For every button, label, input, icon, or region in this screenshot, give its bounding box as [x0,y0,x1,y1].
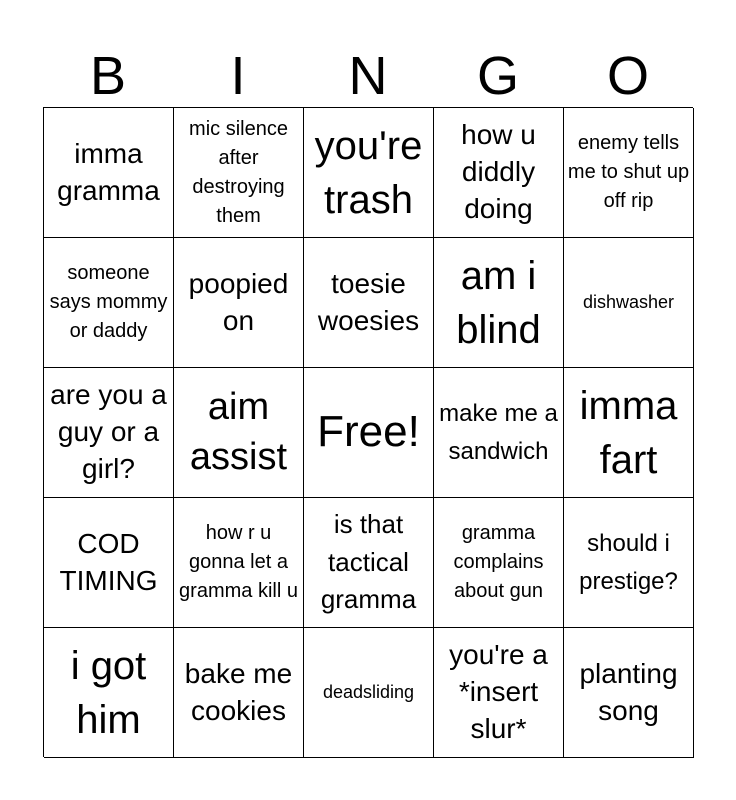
bingo-cell[interactable] [564,628,694,758]
bingo-cell[interactable] [44,498,174,628]
bingo-cell[interactable] [44,108,174,238]
cell-label: COD TIMING [59,527,158,596]
cell-label: mic silence after destroying them [189,117,288,227]
free-space-label: Free! [317,407,420,457]
cell-label: poopied on [188,267,289,336]
cell-label: how r u gonna let a gramma kill u [179,522,298,602]
cell-label: am i blind [456,253,541,352]
bingo-cell[interactable] [564,498,694,628]
cell-label: dishwasher [582,291,675,312]
cell-label: how u diddly doing [461,119,536,224]
cell-label: imma gramma [57,137,160,206]
cell-label: make me a sandwich [439,400,558,465]
free-space-cell[interactable] [304,368,434,498]
cell-label: deadsliding [322,681,415,702]
bingo-cell[interactable] [304,108,434,238]
cell-label: you're trash [314,123,423,222]
cell-label: gramma complains about gun [453,522,544,602]
bingo-cell[interactable] [304,238,434,368]
header-letter-i: I [230,46,246,106]
cell-label: are you a guy or a girl? [50,379,167,484]
cell-label: imma fart [579,383,678,482]
bingo-cell[interactable] [434,368,564,498]
bingo-cell[interactable] [564,368,694,498]
cell-label: toesie woesies [317,267,420,336]
cell-label: you're a *insert slur* [449,639,548,744]
bingo-cell[interactable] [434,498,564,628]
cell-label: is that tactical gramma [320,508,417,615]
bingo-header [43,44,693,108]
bingo-grid [43,107,693,757]
header-letter-n: N [348,46,388,106]
bingo-cell[interactable] [434,108,564,238]
bingo-cell[interactable] [174,498,304,628]
bingo-cell[interactable] [44,238,174,368]
bingo-cell[interactable] [44,628,174,758]
bingo-cell[interactable] [174,238,304,368]
bingo-cell[interactable] [434,238,564,368]
bingo-cell[interactable] [174,108,304,238]
bingo-cell[interactable] [174,628,304,758]
cell-label: enemy tells me to shut up off rip [567,132,690,212]
bingo-cell[interactable] [44,368,174,498]
cell-label: bake me cookies [184,657,293,726]
header-letter-o: O [606,46,649,106]
cell-label: should i prestige? [579,530,678,595]
bingo-cell[interactable] [434,628,564,758]
cell-label: aim assist [189,386,288,478]
bingo-cell[interactable] [564,238,694,368]
bingo-cell[interactable] [304,628,434,758]
cell-label: planting song [579,657,678,726]
cell-label: i got him [70,643,147,742]
bingo-cell[interactable] [564,108,694,238]
bingo-cell[interactable] [304,498,434,628]
bingo-cell[interactable] [174,368,304,498]
header-letter-g: G [476,46,519,106]
header-letter-b: B [89,46,127,106]
cell-label: someone says mommy or daddy [49,262,168,342]
